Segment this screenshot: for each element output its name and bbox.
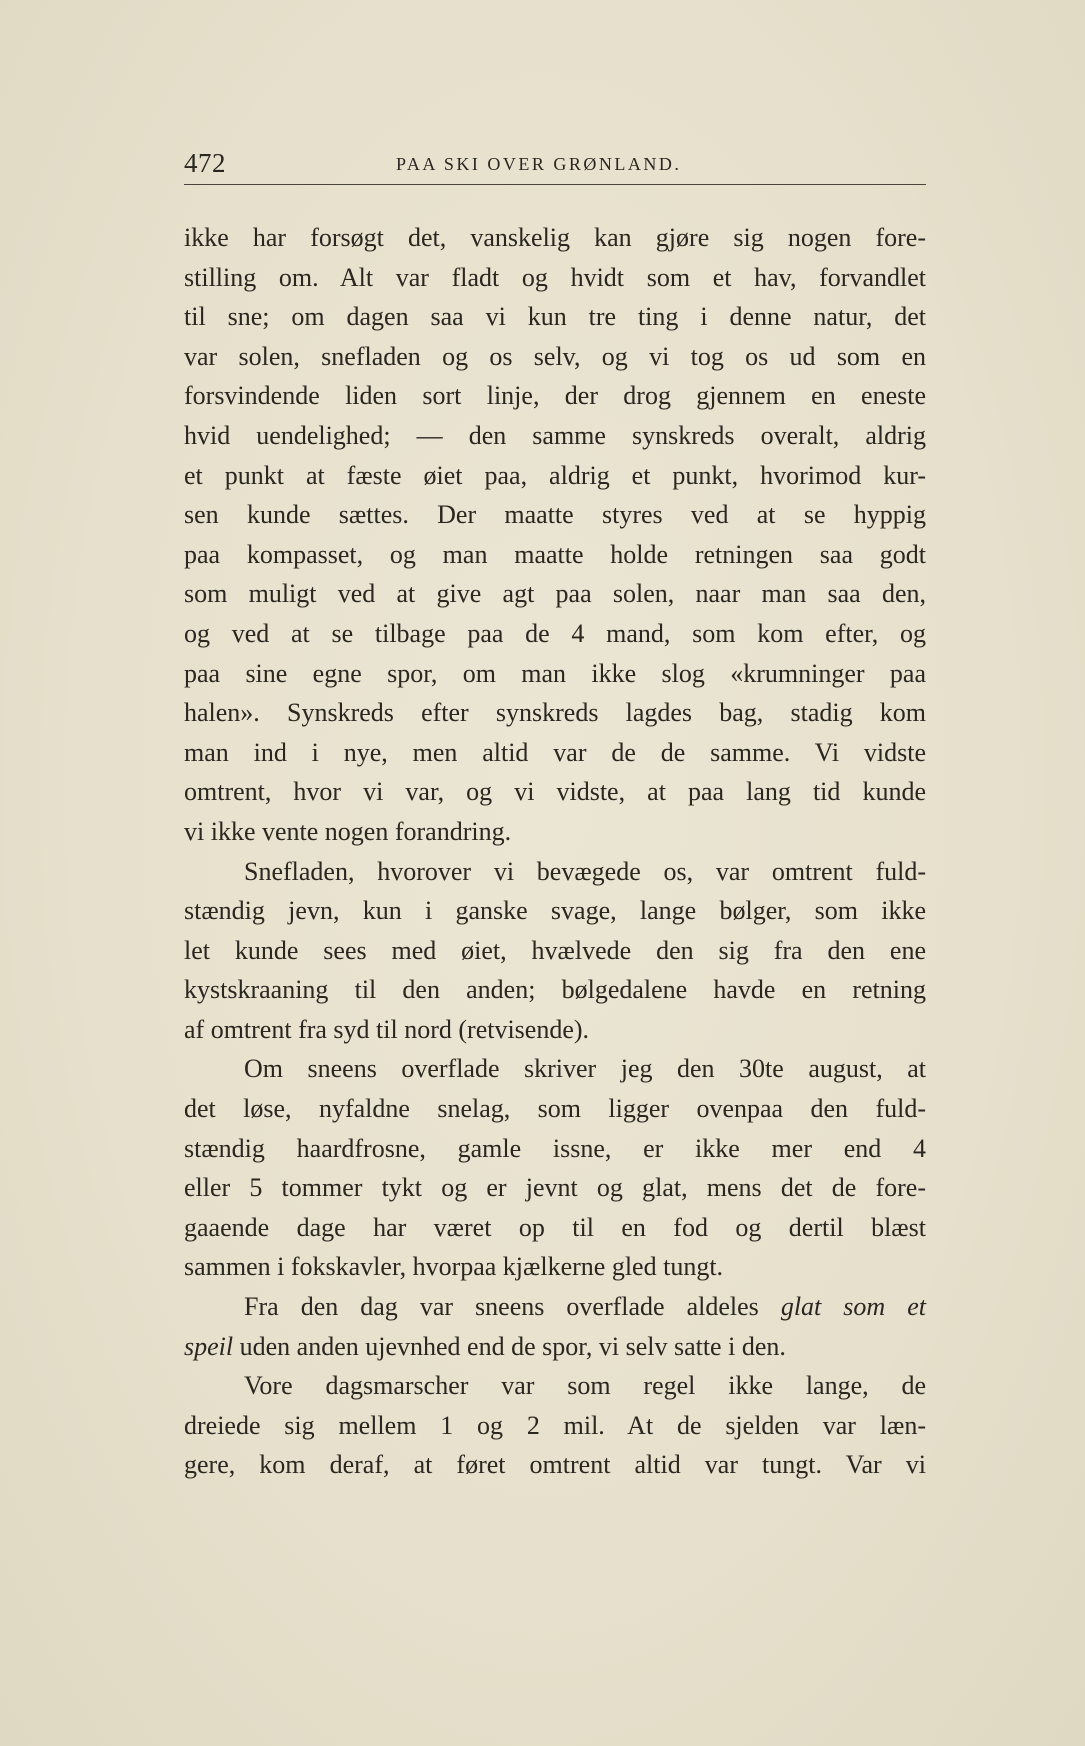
- text-line: og ved at se tilbage paa de 4 mand, som kom efter, og: [184, 618, 926, 648]
- text-line: vi ikke vente nogen forandring.: [184, 816, 512, 846]
- text-line: paa kompasset, og man maatte holde retningen saa godt: [184, 539, 926, 569]
- text-line: til sne; om dagen saa vi kun tre ting i denne natur, det: [184, 302, 926, 332]
- text-line: gere, kom deraf, at føret omtrent altid var tungt. Var vi: [184, 1450, 926, 1480]
- text-line: [184, 1327, 926, 1367]
- text-line: Vore dagsmarscher var som regel ikke lange, de: [244, 1371, 926, 1401]
- text-line: eller 5 tommer tykt og er jevnt og glat, mens det de fore-: [184, 1173, 926, 1203]
- text-line: let kunde sees med øiet, hvælvede den sig fra den ene: [184, 935, 926, 965]
- text-line: det løse, nyfaldne snelag, som ligger ovenpaa den fuld-: [184, 1094, 926, 1124]
- text-line: stændig jevn, kun i ganske svage, lange bølger, som ikke: [184, 896, 926, 926]
- text-line: man ind i nye, men altid var de de samme. Vi vidste: [184, 737, 926, 767]
- text-line: dreiede sig mellem 1 og 2 mil. At de sjelden var læn-: [184, 1410, 926, 1440]
- text-line: af omtrent fra syd til nord (retvisende).: [184, 1014, 590, 1044]
- text-line: Om sneens overflade skriver jeg den 30te august, at: [244, 1054, 926, 1084]
- text-line: [184, 1287, 926, 1327]
- text-line: et punkt at fæste øiet paa, aldrig et punkt, hvorimod kur-: [184, 460, 926, 490]
- running-title: PAA SKI OVER GRØNLAND.: [396, 154, 682, 174]
- text-line: var solen, snefladen og os selv, og vi tog os ud som en: [184, 341, 926, 371]
- text-line: gaaende dage har været op til en fod og dertil blæst: [184, 1212, 926, 1242]
- text-line: ikke har forsøgt det, vanskelig kan gjøre sig nogen fore-: [184, 223, 926, 252]
- text-line: omtrent, hvor vi var, og vi vidste, at paa lang tid kunde: [184, 777, 926, 807]
- text-line: Snefladen, hvorover vi bevægede os, var omtrent fuld-: [244, 856, 926, 886]
- text-line: stændig haardfrosne, gamle issne, er ikke mer end 4: [184, 1133, 926, 1163]
- text-line-roman: uden anden ujevnhed end de spor, vi selv satte i den.: [239, 1331, 786, 1361]
- text-line: halen». Synskreds efter synskreds lagdes bag, stadig kom: [184, 698, 926, 728]
- text-line-roman: Fra den dag var sneens overflade aldeles: [244, 1292, 759, 1322]
- text-line: paa sine egne spor, om man ikke slog «krumninger paa: [184, 658, 926, 688]
- running-header: [184, 148, 926, 185]
- text-line: forsvindende liden sort linje, der drog gjennem en eneste: [184, 381, 926, 411]
- text-line: som muligt ved at give agt paa solen, naar man saa den,: [184, 579, 926, 609]
- text-line: stilling om. Alt var fladt og hvidt som et hav, forvandlet: [184, 262, 926, 292]
- text-line-italic: glat som et: [780, 1292, 926, 1322]
- text-line: kystskraaning til den anden; bølgedalene havde en retning: [184, 975, 926, 1005]
- text-line: sammen i fokskavler, hvorpaa kjælkerne gled tungt.: [184, 1252, 724, 1282]
- text-line: hvid uendelighed; — den samme synskreds overalt, aldrig: [184, 420, 926, 450]
- page-number: 472: [184, 148, 226, 178]
- text-line-italic: speil: [184, 1331, 234, 1361]
- body-text: [184, 218, 926, 1485]
- text-line: sen kunde sættes. Der maatte styres ved at se hyppig: [184, 500, 926, 530]
